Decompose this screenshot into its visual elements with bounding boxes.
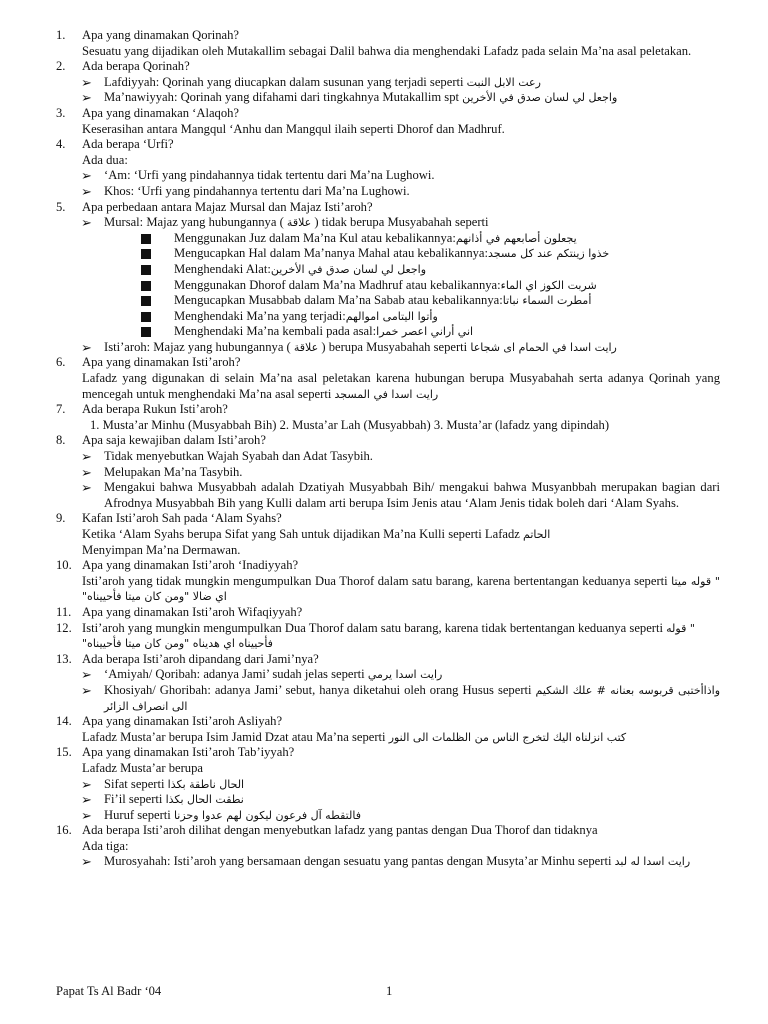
square-bullet-icon [141, 296, 151, 306]
question-text: Apa yang dinamakan Qorinah? [82, 28, 240, 42]
arrow-bullet-icon: ➢ [81, 807, 92, 823]
question-number: 10. [56, 558, 72, 573]
bullet-text: Sifat seperti [104, 776, 165, 791]
question-row [0, 714, 768, 730]
bullet-text: Fi’il seperti [104, 792, 163, 807]
arabic-text: رايت اسدا يرمي [367, 668, 443, 682]
square-bullet-item [0, 293, 768, 309]
question-text: Apa perbedaan antara Majaz Mursal dan Majaz Isti’aroh? [82, 199, 373, 214]
arrow-bullet-icon: ➢ [81, 792, 92, 808]
arabic-text: علاقة [293, 340, 319, 354]
answer-text [0, 44, 768, 60]
bullet-text: Melupakan Ma’na Tasybih. [104, 464, 243, 479]
square-bullet-icon [141, 327, 151, 337]
question-number: 13. [56, 651, 72, 666]
bullet-text: Isti’aroh: Majaz yang hubungannya ( [104, 339, 291, 354]
arrow-bullet-icon: ➢ [81, 74, 92, 90]
question-text: Kafan Isti’aroh Sah pada ‘Alam Syahs? [82, 511, 282, 526]
bullet-item [0, 683, 768, 714]
answer-body: Keserasihan antara Mangqul ‘Anhu dan Mangqul ilaih seperti Dhorof dan Madhruf. [82, 121, 505, 136]
bullet-item [0, 777, 768, 793]
square-bullet-item [0, 246, 768, 262]
bullet-item [0, 215, 768, 231]
question-row [0, 823, 768, 839]
bullet-text: Menghendaki Ma’na kembali pada asal: [174, 324, 377, 339]
square-bullet-icon [141, 312, 151, 322]
square-bullet-item [0, 231, 768, 247]
question-text: Ada berapa Isti’aroh dipandang dari Jami’nya? [82, 651, 319, 666]
question-text: Apa saja kewajiban dalam Isti’aroh? [82, 433, 266, 448]
question-row [0, 355, 768, 371]
answer-body: Lafadz Musta’ar berupa Isim Jamid Dzat atau Ma’na seperti [82, 729, 386, 744]
bullet-text: Huruf seperti [104, 807, 171, 822]
square-bullet-item [0, 324, 768, 340]
bullet-text: Lafdiyyah: Qorinah yang diucapkan dalam susunan yang terjadi seperti [104, 74, 464, 89]
arabic-text: رايت اسدا في الحمام اى شجاعا [470, 340, 617, 354]
arrow-bullet-icon: ➢ [81, 464, 92, 480]
arrow-bullet-icon: ➢ [81, 667, 92, 683]
arabic-text: رايت اسدا له لبد [614, 855, 691, 869]
arabic-text: رعت الابل النبت [466, 75, 541, 89]
answer-text [0, 418, 768, 434]
bullet-item [0, 168, 768, 184]
question-row [0, 200, 768, 216]
square-bullet-icon [141, 249, 151, 259]
arabic-text: فالتقطه آل فرعون ليكون لهم عدوا وحزنا [173, 808, 361, 822]
question-number: 2. [56, 59, 66, 74]
arrow-bullet-icon: ➢ [81, 776, 92, 792]
arabic-text: نطقت الحال بكذا [165, 793, 244, 807]
question-number: 15. [56, 745, 72, 760]
question-text: Ada berapa Rukun Isti’aroh? [82, 402, 228, 417]
question-row [0, 433, 768, 449]
bullet-item [0, 808, 768, 824]
question-row [0, 137, 768, 153]
answer-text [0, 527, 768, 558]
arabic-text: خذوا زينتكم عند كل مسجد [488, 247, 610, 261]
arrow-bullet-icon: ➢ [81, 183, 92, 199]
arabic-text: " قوله فأحييناه اي هديناه "ومن كان ميتا فأحييناه" [82, 621, 695, 651]
question-row [0, 605, 768, 621]
arabic-text: شربت الكوز اي الماء [500, 278, 597, 292]
square-bullet-icon [141, 265, 151, 275]
question-number: 4. [56, 137, 66, 152]
answer-body: 1. Musta’ar Minhu (Musyabbah Bih) 2. Musta’ar Lah (Musyabbah) 3. Musta’ar (lafadz yang dipindah) [90, 417, 610, 432]
bullet-item [0, 480, 768, 511]
bullet-text-tail: ) berupa Musyabahah seperti [321, 339, 468, 354]
arabic-text: " قوله ميتا اي ضالا "ومن كان ميتا فأحييناه" [82, 574, 720, 604]
arrow-bullet-icon: ➢ [81, 854, 92, 870]
question-number: 1. [56, 28, 66, 42]
question-text: Apa yang dinamakan Isti’aroh ‘Inadiyyah? [82, 558, 299, 573]
answer-body: Ketika ‘Alam Syahs berupa Sifat yang Sah untuk dijadikan Ma’na Kulli seperti Lafadz [82, 527, 520, 541]
question-text: Ada berapa Qorinah? [82, 59, 190, 74]
arabic-text: واجعل لي لسان صدق في الأخرين [270, 262, 427, 276]
question-number: 16. [56, 823, 72, 838]
answer-body: Isti’aroh yang tidak mungkin mengumpulkan Dua Thorof dalam satu barang, karena bertentangan keduanya seperti [82, 573, 668, 588]
bullet-item [0, 340, 768, 356]
bullet-item [0, 854, 768, 870]
question-text: Ada berapa Isti’aroh dilihat dengan menyebutkan lafadz yang pantas dengan Dua Thorof dan tidaknya [82, 823, 598, 838]
question-text: Apa yang dinamakan Isti’aroh? [82, 355, 241, 370]
bullet-item [0, 184, 768, 200]
footer-author: Papat Ts Al Badr ‘04 [56, 984, 162, 998]
question-number: 14. [56, 714, 72, 729]
question-number: 11. [56, 604, 72, 619]
bullet-item [0, 449, 768, 465]
arabic-text: علاقة [286, 216, 312, 230]
arrow-bullet-icon: ➢ [81, 682, 92, 698]
page-number: 1 [386, 984, 393, 998]
bullet-text: Khos: ‘Urfi yang pindahannya tertentu dari Ma’na Lughowi. [104, 183, 410, 198]
bullet-text: Murosyahah: Isti’aroh yang bersamaan dengan sesuatu yang pantas dengan Musyta’ar Minhu seperti [104, 854, 612, 869]
question-number: 3. [56, 105, 66, 120]
question-number: 8. [56, 433, 66, 448]
question-row [0, 745, 768, 761]
question-row [0, 402, 768, 418]
arrow-bullet-icon: ➢ [81, 449, 92, 465]
question-row [0, 558, 768, 574]
page-footer [56, 984, 736, 1000]
bullet-item [0, 792, 768, 808]
answer-body: Ada tiga: [82, 838, 129, 853]
square-bullet-item [0, 278, 768, 294]
question-text: Apa yang dinamakan ‘Alaqoh? [82, 105, 240, 120]
arabic-text: واجعل لي لسان صدق في الأخرين [462, 91, 618, 105]
arabic-text: واذاأختبى قربوسه بعنانه # علك الشكيم الى انصراف الزائر [104, 683, 721, 713]
arrow-bullet-icon: ➢ [81, 480, 92, 496]
arabic-text: رايت اسدا في المسجد [334, 387, 439, 401]
bullet-text: Khosiyah/ Ghoribah: adanya Jami’ sebut, hanya diketahui oleh orang Husus seperti [104, 682, 532, 697]
square-bullet-item [0, 309, 768, 325]
bullet-text-tail: ) tidak berupa Musyabahah seperti [314, 215, 489, 230]
square-bullet-icon [141, 281, 151, 291]
bullet-text: Mengakui bahwa Musyabbah adalah Dzatiyah Musyabbah Bih/ mengakui bahwa Musyanbbah merupakan bagian dari Afrodnya Musyabbah Bih yang Kulli dalam arti berupa Isim Jenis atau ‘Alam Jenis tidak boleh dari ‘Alam Syahs. [104, 480, 720, 510]
answer-text [0, 730, 768, 746]
arabic-text: اني أراني اعصر خمرا [376, 325, 474, 339]
question-row [0, 106, 768, 122]
arabic-text: الحال ناطقة بكذا [167, 777, 245, 791]
bullet-item [0, 667, 768, 683]
answer-text [0, 371, 768, 402]
arabic-text: يجعلون أصابعهم في أذانهم [455, 231, 577, 245]
bullet-text: ‘Am: ‘Urfi yang pindahannya tidak tertentu dari Ma’na Lughowi. [104, 168, 435, 183]
question-row [0, 621, 768, 652]
bullet-text: Mursal: Majaz yang hubungannya ( [104, 215, 284, 230]
bullet-text: Menghendaki Ma’na yang terjadi: [174, 308, 346, 323]
arabic-text: وأتوا اليتامى اموالهم [345, 309, 438, 323]
bullet-text: Mengucapkan Musabbab dalam Ma’na Sabab atau kebalikannya: [174, 293, 503, 308]
answer-body: Ada dua: [82, 152, 128, 167]
question-row [0, 59, 768, 75]
arrow-bullet-icon: ➢ [81, 168, 92, 184]
answer-text [0, 122, 768, 138]
answer-text [0, 761, 768, 777]
question-number: 12. [56, 620, 72, 635]
question-text: Apa yang dinamakan Isti’aroh Wifaqiyyah? [82, 604, 303, 619]
bullet-text: Menggunakan Dhorof dalam Ma’na Madhruf atau kebalikannya: [174, 277, 501, 292]
answer-text [0, 839, 768, 855]
answer-text [0, 153, 768, 169]
question-row [0, 652, 768, 668]
answer-continuation: Menyimpan Ma’na Dermawan. [82, 542, 241, 557]
square-bullet-item [0, 262, 768, 278]
bullet-text: Menghendaki Alat: [174, 261, 271, 276]
question-text: Apa yang dinamakan Isti’aroh Asliyah? [82, 714, 283, 729]
bullet-text: ‘Amiyah/ Qoribah: adanya Jami’ sudah jelas seperti [104, 667, 365, 682]
question-text: Isti’aroh yang mungkin mengumpulkan Dua Thorof dalam satu barang, karena tidak bertentangan keduanya seperti [82, 620, 663, 635]
bullet-text: Tidak menyebutkan Wajah Syabah dan Adat Tasybih. [104, 449, 373, 464]
answer-body: Sesuatu yang dijadikan oleh Mutakallim sebagai Dalil bahwa dia menghendaki Lafadz pada selain Ma’na asal peletakan. [82, 43, 692, 58]
question-number: 7. [56, 402, 66, 417]
document-body [0, 28, 768, 870]
arrow-bullet-icon: ➢ [81, 215, 92, 231]
answer-text [0, 574, 768, 605]
bullet-text: Mengucapkan Hal dalam Ma’nanya Mahal atau kebalikannya: [174, 246, 489, 261]
square-bullet-icon [141, 234, 151, 244]
bullet-item [0, 75, 768, 91]
question-text: Apa yang dinamakan Isti’aroh Tab’iyyah? [82, 745, 295, 760]
bullet-text: Menggunakan Juz dalam Ma’na Kul atau kebalikannya: [174, 230, 456, 245]
question-number: 6. [56, 355, 66, 370]
question-number: 5. [56, 199, 66, 214]
arabic-text: أمطرت السماء نباتا [502, 294, 592, 308]
answer-body: Lafadz yang digunakan di selain Ma’na asal peletakan karena hubungan berupa Musyabahah serta adanya Qorinah yang mencegah untuk menghendaki Ma’na asal seperti [82, 371, 720, 401]
arrow-bullet-icon: ➢ [81, 90, 92, 106]
question-row [0, 28, 768, 44]
arrow-bullet-icon: ➢ [81, 339, 92, 355]
arabic-text: الحاتم [523, 528, 551, 541]
bullet-text: Ma’nawiyyah: Qorinah yang difahami dari tingkahnya Mutakallim spt [104, 90, 459, 105]
arabic-text: كتب انزلناه اليك لتخرج الناس من الظلمات الى النور [388, 730, 627, 744]
bullet-item [0, 465, 768, 481]
question-text: Ada berapa ‘Urfi? [82, 137, 174, 152]
answer-body: Lafadz Musta’ar berupa [82, 760, 203, 775]
bullet-item [0, 90, 768, 106]
question-row [0, 511, 768, 527]
question-number: 9. [56, 511, 66, 526]
